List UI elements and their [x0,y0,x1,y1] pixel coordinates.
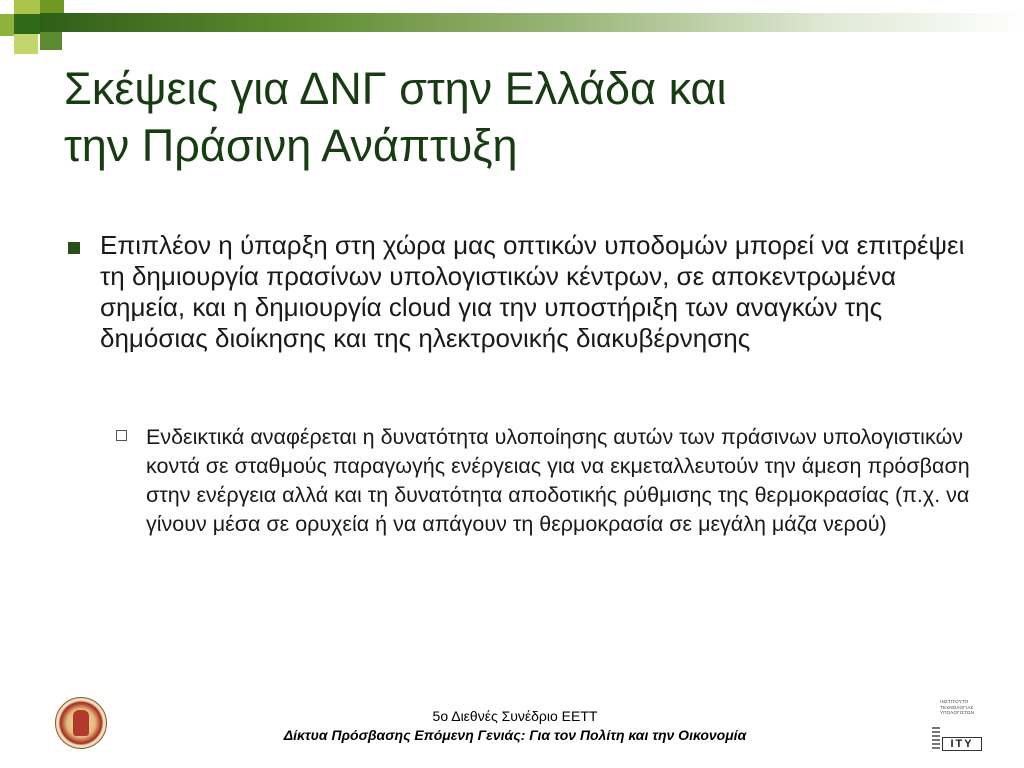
square-bullet-icon [68,242,80,254]
seal-figure [73,710,89,736]
title-line-1: Σκέψεις για ΔΝΓ στην Ελλάδα και [64,63,727,114]
slide-title [64,60,964,174]
bullet-level-2 [116,423,976,539]
footer-subtitle: Δίκτυα Πρόσβασης Επόμενη Γενιάς: Για τον Πολίτη και την Οικονομία [283,727,747,743]
decor-square [40,32,62,50]
footer-conference: 5ο Διεθνές Συνέδριο ΕΕΤΤ [432,708,598,724]
logo-stripes [932,727,940,749]
ity-logo-icon [932,697,982,755]
logo-mark: ITY [942,737,982,751]
title-line-2: την Πράσινη Ανάπτυξη [64,120,518,171]
footer [150,707,880,745]
decor-square [14,14,40,34]
header-gradient-band [40,13,1024,32]
logo-caption: ΙΝΣΤΙΤΟΥΤΟ ΤΕΧΝΟΛΟΓΙΑΣ ΥΠΟΛΟΓΙΣΤΩΝ [940,699,975,715]
decor-square [40,0,64,13]
decor-square [14,0,40,14]
sub-bullet-text: Ενδεικτικά αναφέρεται η δυνατότητα υλοποίησης αυτών των πράσινων υπολογιστικών κοντά σε σταθμούς παραγωγής ενέργειας για να εκμεταλλευτούν την άμεση πρόσβαση στην ενέργεια αλλά και τη δυνατότητα αποδοτικής ρύθμισης της θερμοκρασίας (π.χ. να γίνουν μέσα σε ορυχεία ή να απάγουν τη θερμοκρασία σε μεγάλη μάζα νερού) [146,425,970,536]
university-seal-icon [55,697,107,749]
hollow-square-bullet-icon [116,430,127,441]
bullet-text: Επιπλέον η ύπαρξη στη χώρα μας οπτικών υποδομών μπορεί να επιτρέψει τη δημιουργία πρασίνων υπολογιστικών κέντρων, σε αποκεντρωμένα σημεία, και η δημιουργία cloud για την υποστήριξη των αναγκών της δημόσιας διοίκησης και της ηλεκτρονικής διακυβέρνησης [100,230,965,353]
decor-square [14,34,38,54]
bullet-level-1 [62,230,982,354]
decor-square [0,14,14,36]
